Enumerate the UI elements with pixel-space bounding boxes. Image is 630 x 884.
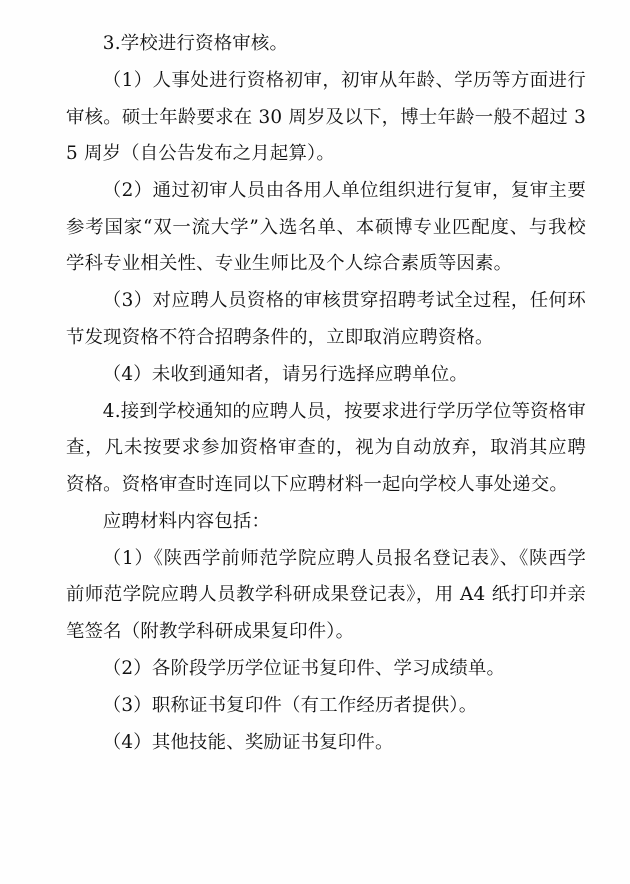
paragraph-1: 3.学校进行资格审核。: [102, 33, 289, 54]
paragraph-4: （3）对应聘人员资格的审核贯穿招聘考试全过程，任何环节发现资格不符合招聘条件的，立即取消应聘资格。: [66, 290, 586, 348]
paragraph-2: （1）人事处进行资格初审，初审从年龄、学历等方面进行审核。硕士年龄要求在 30 周岁及以下，博士年龄一般不超过 35 周岁（自公告发布之月起算）。: [66, 70, 586, 164]
paragraph-5: （4）未收到通知者，请另行选择应聘单位。: [102, 363, 468, 385]
paragraph-11: （4）其他技能、奖励证书复印件。: [102, 731, 394, 753]
paragraph-7: 应聘材料内容包括：: [102, 510, 271, 532]
paragraph-10: （3）职称证书复印件（有工作经历者提供）。: [102, 694, 478, 716]
paragraph-9: （2）各阶段学历学位证书复印件、学习成绩单。: [102, 657, 506, 679]
paragraph-3: （2）通过初审人员由各用人单位组织进行复审，复审主要参考国家“双一流大学”入选名单、本硕博专业匹配度、与我校学科专业相关性、专业生师比及个人综合素质等因素。: [66, 180, 586, 274]
paragraph-6: 4.接到学校通知的应聘人员，按要求进行学历学位等资格审查，凡未按要求参加资格审查的，视为自动放弃，取消其应聘资格。资格审查时连同以下应聘材料一起向学校人事处递交。: [66, 400, 586, 495]
paragraph-8: （1）《陕西学前师范学院应聘人员报名登记表》、《陕西学前师范学院应聘人员教学科研成果登记表》，用 A4 纸打印并亲笔签名（附教学科研成果复印件）。: [66, 547, 586, 642]
